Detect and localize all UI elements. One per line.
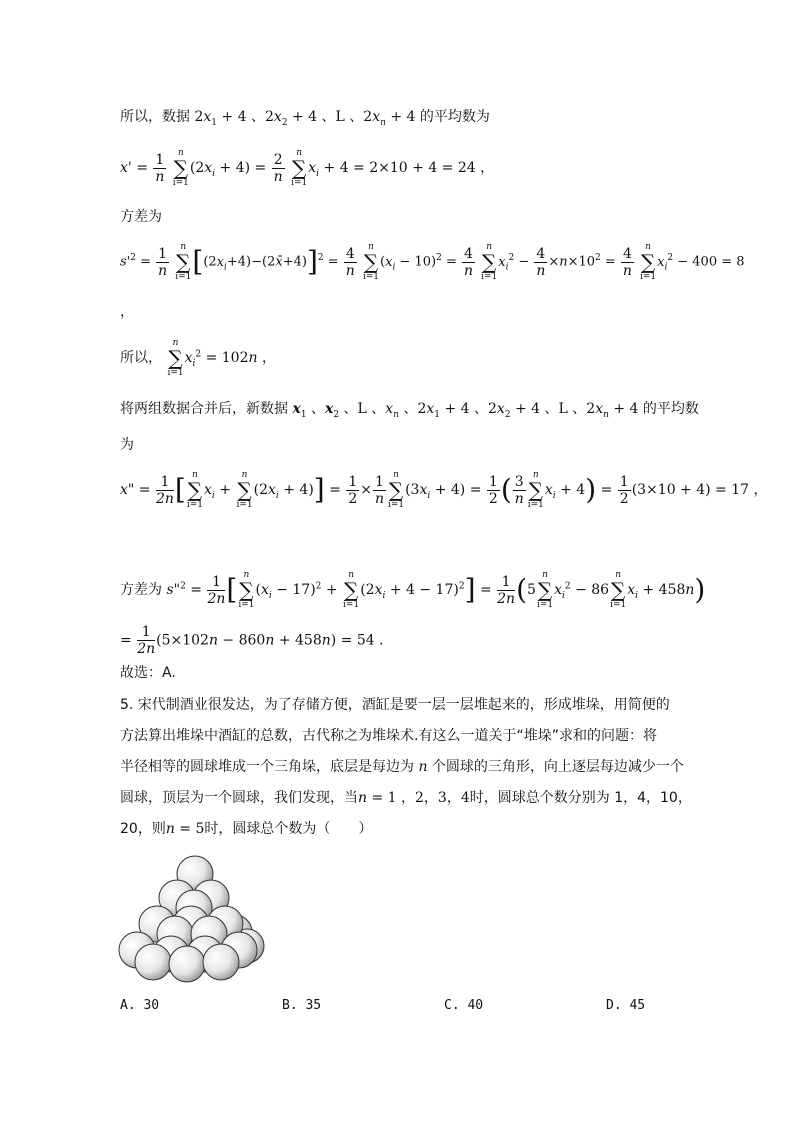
option-a[interactable]: A. 30 [120, 998, 160, 1013]
variance-label: 方差为 [120, 209, 162, 225]
wei: 为 [120, 437, 134, 453]
sphere-pile-figure [115, 850, 275, 985]
q5-line2: 方法算出堆垛中酒缸的总数，古代称之为堆垛术.有这么一道关于“堆垛”求和的问题：将 [120, 728, 657, 744]
merge-statement: 将两组数据合并后，新数据 $x_1$ 、$x_2$ 、L 、$x_n$ 、$2x_1 + 4$ 、$2x_2 + 4$ 、L 、$2x_n + 4$ 的平均数 [120, 401, 699, 420]
sum-squares-statement: 所以， n ∑ i=1 $x_i^2 = 102n$ ， [120, 338, 276, 378]
merged-variance-formula: 方差为 s"$^2$ = $\frac{1}{2n}$ [ n ∑ i=1 $(x_i - 17)^2$ + n ∑ i=1 $(2x_i + 4 - 17)^2$] = $\frac{1}{2n}$ (5 n ∑ i=1 $x_i^2 - 86$ n ∑ i=1 $x_i + 458n$) [120, 570, 706, 610]
comma: ， [120, 304, 134, 320]
text: 将两组数据合并后，新数据 [120, 401, 288, 417]
text: 所以， [120, 350, 162, 366]
merged-variance-result: = $\frac{1}{2n}$ (5×102n − 860n + 458n) = 54 . [120, 624, 384, 657]
text: 方差为 [120, 582, 162, 598]
option-b[interactable]: B. 35 [282, 998, 322, 1013]
text: 半径相等的圆球堆成一个三角垛，底层是每边为 [120, 759, 414, 775]
text: 时，圆球总个数为（ ） [204, 821, 373, 837]
q5-line3: 半径相等的圆球堆成一个三角垛，底层是每边为 n 个圆球的三角形，向上逐层每边减少一个 [120, 759, 684, 775]
q5-line4: 圆球，顶层为一个圆球，我们发现，当n = 1 ，2，3，4时，圆球总个数分别为 1，4，10， [120, 790, 692, 806]
variance-formula: $s'^2$ = $\frac{1}{n}$ n ∑ i=1 $[(2x_i+4)-(2x̄+4)]^2$ = $\frac{4}{n}$ n ∑ i=1 $(x_i - 10)^2$ = $\frac{4}{n}$ n ∑ i=1 $x_i^2$ − $\frac{4}{n}$ $\times n\times 10^2$ = $\frac{4}{n}$ n ∑ i=1 $x_i^2 - 400 = 8$ [120, 242, 745, 282]
text: 的平均数 [642, 401, 699, 417]
text: 时，圆球总个数分别为 1，4，10， [469, 790, 692, 806]
q5-line5: 20，则n = 5时，圆球总个数为（ ） [120, 821, 373, 837]
text: 的平均数为 [419, 109, 490, 125]
ellipsis: L [558, 401, 568, 417]
ellipsis: L [335, 109, 345, 125]
q5-line1: 5. 宋代制酒业很发达，为了存储方便，酒缸是要一层一层堆起来的，形成堆垛，用简便的 [120, 697, 670, 713]
mean-statement: 所以，数据 $2x_1 + 4$ 、$2x_2 + 4$ 、L 、$2x_n + 4$ 的平均数为 [120, 109, 490, 128]
text: 圆球，顶层为一个圆球，我们发现，当 [120, 790, 358, 806]
ellipsis: L [357, 401, 367, 417]
text: 个圆球的三角形，向上逐层每边减少一个 [431, 759, 684, 775]
text: 20，则 [120, 821, 166, 837]
text: 所以，数据 [120, 109, 190, 125]
mean-formula: x' = $\frac{1}{n}$ n ∑ i=1 $(2x_i + 4)$ = $\frac{2}{n}$ n ∑ i=1 $x_i + 4 = 2\times 10 + 4 = 24$ ， [120, 148, 495, 188]
option-c[interactable]: C. 40 [444, 998, 484, 1013]
merged-mean-formula: x" = $\frac{1}{2n}$ [ n ∑ i=1 $x_i$ + n ∑ i=1 $(2x_i + 4)$] = $\frac{1}{2}$ × $\frac{1}{n}$ n ∑ i=1 $(3x_i + 4)$ = $\frac{1}{2}$ ( $\frac{3}{n}$ n ∑ i=1 $x_i + 4$) = $\frac{1}{2}$ (3×10 + 4) = 17 ， [120, 470, 768, 510]
option-d[interactable]: D. 45 [606, 998, 646, 1013]
answer-line: 故选：A. [120, 665, 176, 681]
